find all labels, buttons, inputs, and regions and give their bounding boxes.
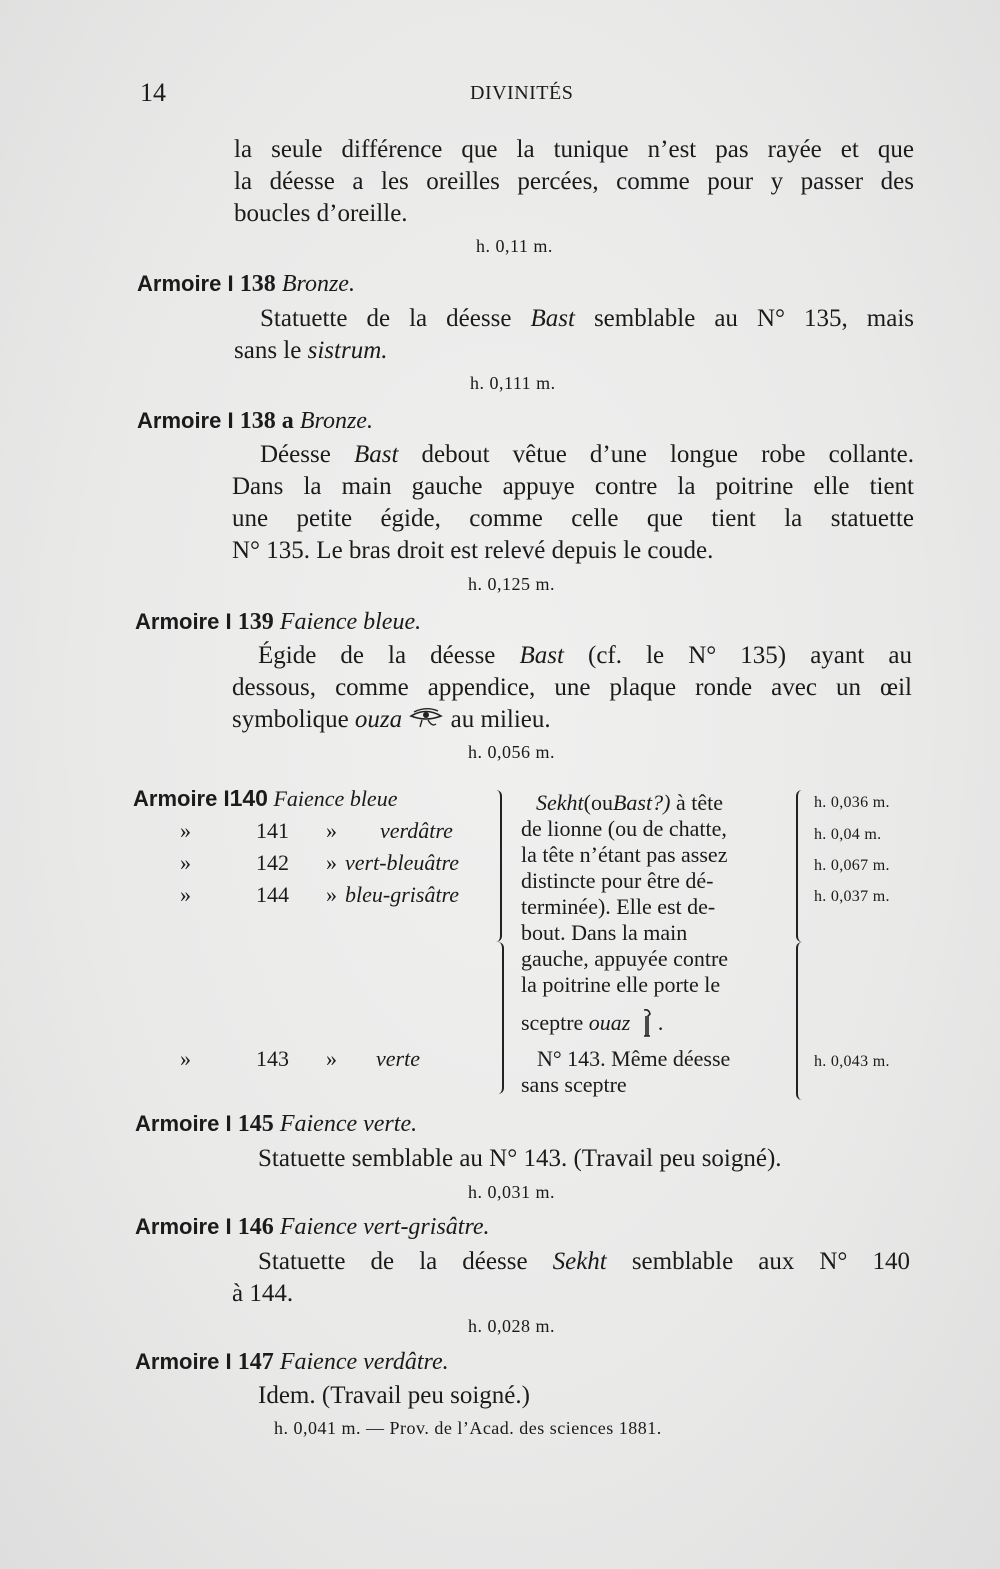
intro-line-2: la déesse a les oreilles percées, comme pour y passer des: [234, 168, 914, 195]
table-row-material: bleu-grisâtre: [345, 882, 460, 907]
table-row-material: verte: [376, 1046, 420, 1071]
entry-138-line-2: sans le sistrum.: [234, 337, 388, 364]
height-140: h. 0,036 m.: [814, 794, 890, 811]
desc-line-5: terminée). Elle est de-: [521, 894, 716, 919]
desc-line-1: Sekht(ouBast?) à tête: [536, 790, 723, 815]
intro-line-1: la seule différence que la tunique n’est pas rayée et que: [234, 136, 914, 163]
desc-line-4: distincte pour être dé-: [521, 868, 714, 893]
table-row-material: vert-bleuâtre: [345, 850, 460, 875]
desc-line-3: la tête n’étant pas assez: [521, 842, 728, 867]
running-head: DIVINITÉS: [470, 82, 574, 104]
entry-138a-height: h. 0,125 m.: [468, 574, 556, 594]
entry-145-line-1: Statuette semblable au N° 143. (Travail peu soigné).: [258, 1145, 782, 1172]
entry-147-height: h. 0,041 m. — Prov. de l’Acad. des sciences 1881.: [274, 1418, 662, 1438]
entry-138a-line-1: Déesse Bast debout vêtue d’une longue robe collante.: [260, 441, 915, 468]
entry-147-heading: Armoire I 147 Faience verdâtre.: [135, 1349, 449, 1375]
entry-145-height: h. 0,031 m.: [468, 1182, 556, 1202]
right-brace-upper: [796, 790, 804, 942]
table-row: Armoire I140 Faience bleue: [133, 785, 398, 811]
table-row-number: 142: [256, 850, 289, 875]
table-row-number: 144: [256, 882, 289, 907]
eye-hieroglyph-icon: [408, 707, 444, 729]
entry-138a-line-3: une petite égide, comme celle que tient la statuette: [232, 505, 914, 532]
intro-line-3: boucles d’oreille.: [234, 200, 408, 227]
height-144: h. 0,037 m.: [814, 888, 890, 905]
height-141: h. 0,04 m.: [814, 826, 882, 843]
entry-146-height: h. 0,028 m.: [468, 1316, 556, 1336]
entry-138-line-1: Statuette de la déesse Bast semblable au N° 135, mais: [260, 305, 915, 332]
entry-139-height: h. 0,056 m.: [468, 742, 556, 762]
entry-label: Armoire I: [137, 271, 234, 296]
desc-line-10: N° 143. Même déesse: [537, 1046, 731, 1071]
entry-138-height: h. 0,111 m.: [470, 373, 556, 393]
table-row-ditto: »: [326, 882, 337, 907]
entry-139-line-2: dessous, comme appendice, une plaque ronde avec un œil: [232, 674, 912, 701]
table-row-number: 143: [256, 1046, 289, 1071]
entry-147-line-1: Idem. (Travail peu soigné.): [258, 1382, 530, 1409]
entry-146-heading: Armoire I 146 Faience vert-grisâtre.: [135, 1214, 490, 1240]
table-row: »: [180, 850, 191, 875]
desc-line-2: de lionne (ou de chatte,: [521, 816, 727, 841]
right-brace-lower: [796, 942, 804, 1100]
left-brace-upper: [494, 790, 502, 942]
intro-height: h. 0,11 m.: [476, 236, 553, 256]
ouaz-sceptre-icon: [636, 1008, 658, 1040]
entry-138-heading: [137, 271, 355, 298]
table-row: »: [180, 1046, 191, 1071]
entry-139-line-3: symbolique ouza au milieu.: [232, 706, 551, 733]
table-row: »: [180, 882, 191, 907]
desc-line-7: gauche, appuyée contre: [521, 946, 729, 971]
page-number: 14: [140, 78, 166, 107]
entry-139-heading: Armoire I 139 Faience bleue.: [135, 609, 422, 635]
entry-145-heading: Armoire I 145 Faience verte.: [135, 1111, 418, 1137]
table-row: »: [180, 818, 191, 843]
table-row-material: verdâtre: [380, 818, 453, 843]
height-143: h. 0,043 m.: [814, 1053, 890, 1070]
table-row-ditto: »: [326, 850, 337, 875]
height-142: h. 0,067 m.: [814, 857, 890, 874]
entry-material: Bronze.: [281, 271, 355, 297]
table-row-ditto: »: [326, 818, 337, 843]
desc-line-9: sceptre ouaz .: [521, 1008, 663, 1040]
table-row-ditto: »: [326, 1046, 337, 1071]
entry-138a-line-4: N° 135. Le bras droit est relevé depuis le coude.: [232, 537, 714, 564]
entry-138a-line-2: Dans la main gauche appuye contre la poitrine elle tient: [232, 473, 914, 500]
entry-139-line-1: Égide de la déesse Bast (cf. le N° 135) ayant au: [258, 642, 913, 669]
desc-line-8: la poitrine elle porte le: [521, 972, 721, 997]
desc-line-6: bout. Dans la main: [521, 920, 688, 945]
table-row-number: 141: [256, 818, 289, 843]
entry-146-line-1: Statuette de la déesse Sekht semblable aux N° 140: [258, 1248, 910, 1275]
left-brace-lower: [496, 942, 504, 1094]
entry-138a-heading: Armoire I 138 a Bronze.: [137, 408, 373, 434]
entry-number: 138: [239, 271, 276, 297]
desc-line-11: sans sceptre: [521, 1072, 627, 1097]
entry-146-line-2: à 144.: [232, 1280, 294, 1307]
